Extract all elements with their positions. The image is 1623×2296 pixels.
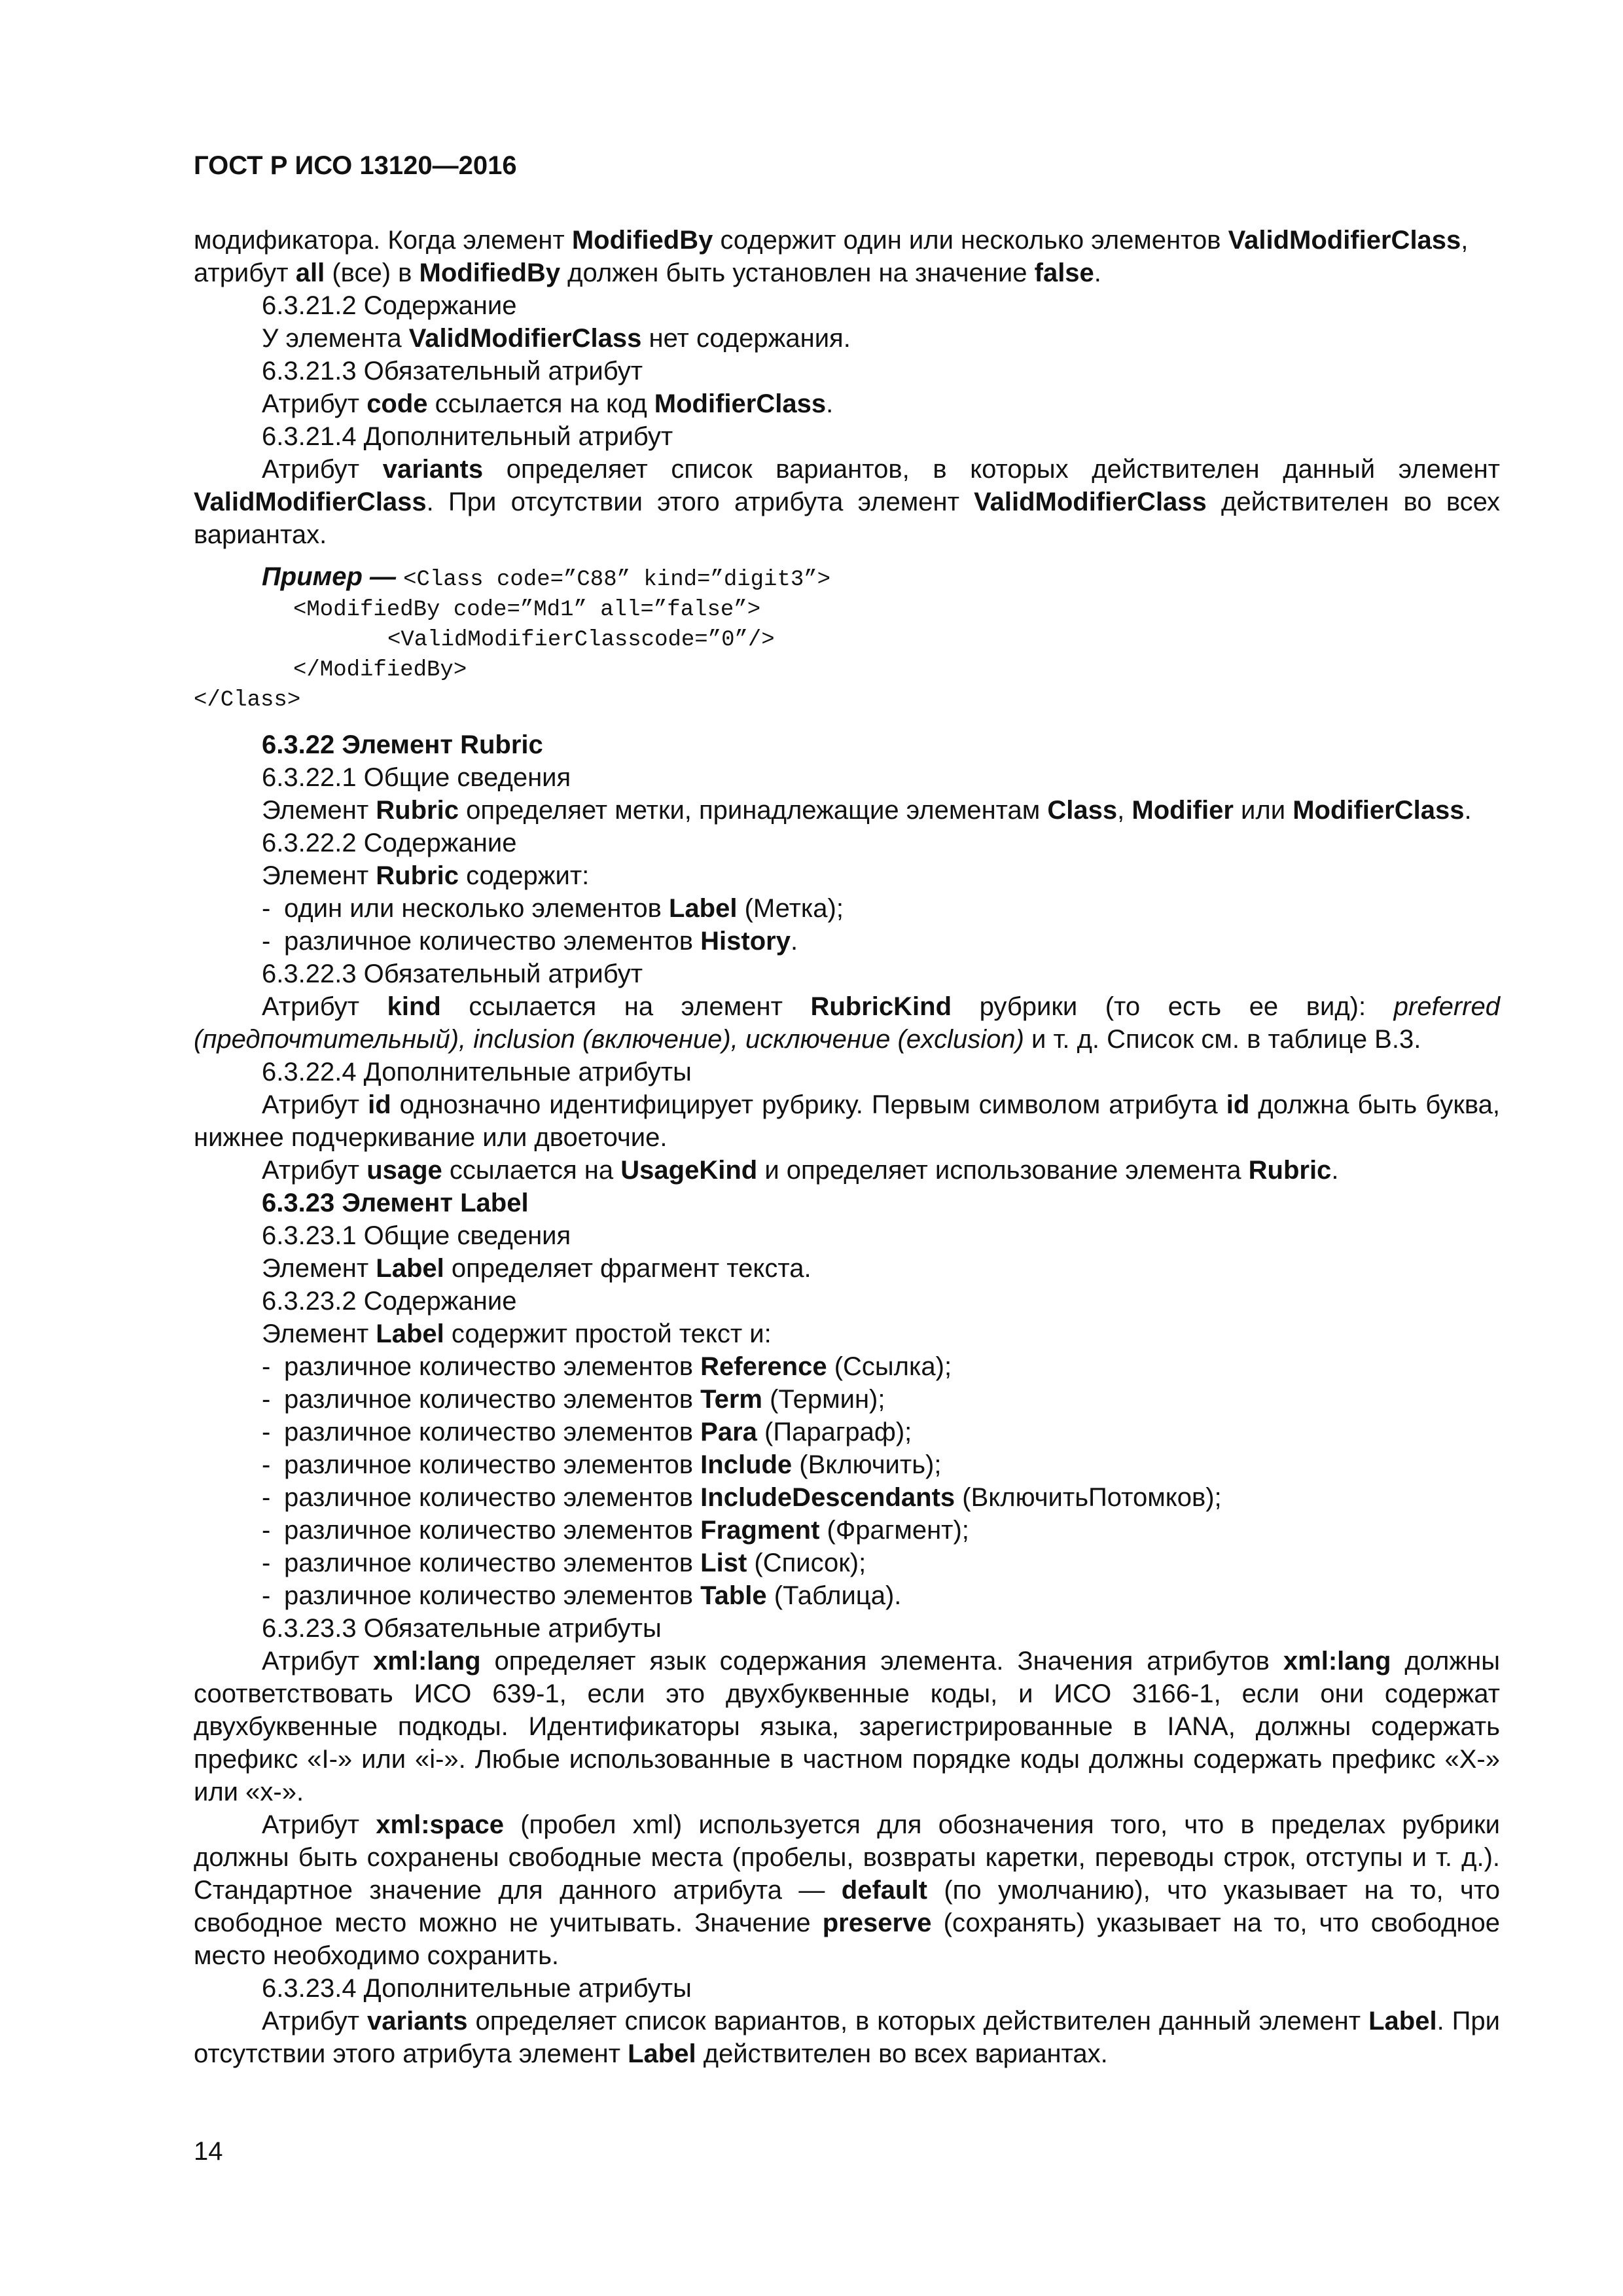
list-item: - различное количество элементов History. [262, 927, 798, 956]
list-item: - различное количество элементов Include (Включить); [262, 1450, 942, 1479]
list-item: - различное количество элементов Reference (Ссылка); [262, 1352, 952, 1381]
paragraph: Атрибут xml:space (пробел xml) используется для обозначения того, что в пределах рубрики должны быть сохранены свободные места (пробелы, возвраты каретки, переводы строк, отступы и т. д.). Стандартное значение для данного атрибута — default (по умолчанию), что указывает на то, что свободное место можно не учитывать. Значение preserve (сохранять) указывает на то, что свободное место необходимо сохранить. [194, 1810, 1500, 1970]
code-example [194, 560, 1500, 715]
list-item: - один или несколько элементов Label (Метка); [262, 894, 844, 923]
paragraph: Элемент Rubric определяет метки, принадлежащие элементам Class, Modifier или ModifierClass. [262, 796, 1472, 825]
subsection-title: 6.3.23.4 Дополнительные атрибуты [262, 1974, 692, 2003]
code-line: </ModifiedBy> [293, 658, 467, 683]
paragraph: Элемент Rubric содержит: [262, 861, 590, 890]
paragraph: модификатора. Когда элемент ModifiedBy содержит один или несколько элементов ValidModifierClass, [194, 226, 1469, 255]
paragraph: Атрибут usage ссылается на UsageKind и определяет использование элемента Rubric. [262, 1156, 1339, 1185]
page-number: 14 [194, 2137, 223, 2166]
subsection-title: 6.3.21.4 Дополнительный атрибут [262, 422, 673, 451]
subsection-title: 6.3.21.2 Содержание [262, 291, 517, 320]
subsection-title: 6.3.22.1 Общие сведения [262, 763, 571, 792]
subsection-title: 6.3.23.1 Общие сведения [262, 1221, 571, 1250]
document-header: ГОСТ Р ИСО 13120—2016 [194, 151, 517, 180]
code-line: <ModifiedBy code=”Md1” all=”false”> [293, 598, 761, 622]
paragraph: Атрибут variants определяет список вариантов, в которых действителен данный элемент ValidModifierClass. При отсутствии этого атрибута элемент ValidModifierClass действителен во всех вариантах. [194, 455, 1500, 549]
paragraph: атрибут all (все) в ModifiedBy должен быть установлен на значение false. [194, 259, 1101, 287]
list-item: - различное количество элементов IncludeDescendants (ВключитьПотомков); [262, 1483, 1222, 1512]
subsection-title: 6.3.22.4 Дополнительные атрибуты [262, 1058, 692, 1086]
list-item: - различное количество элементов Term (Термин); [262, 1385, 885, 1414]
code-line: </Class> [194, 688, 301, 713]
subsection-title: 6.3.23.3 Обязательные атрибуты [262, 1614, 662, 1643]
example-label: Пример — [262, 562, 397, 591]
subsection-title: 6.3.22.3 Обязательный атрибут [262, 960, 643, 988]
paragraph: Атрибут variants определяет список вариантов, в которых действителен данный элемент Label. При отсутствии этого атрибута элемент Label действителен во всех вариантах. [194, 2007, 1500, 2068]
list-item: - различное количество элементов List (Список); [262, 1549, 866, 1577]
paragraph: Атрибут id однозначно идентифицирует рубрику. Первым символом атрибута id должна быть буква, нижнее подчеркивание или двоеточие. [194, 1090, 1500, 1152]
section-heading-label: 6.3.23 Элемент Label [262, 1189, 529, 1217]
list-item: - различное количество элементов Fragment (Фрагмент); [262, 1516, 969, 1545]
subsection-title: 6.3.22.2 Содержание [262, 829, 517, 857]
section-heading-rubric: 6.3.22 Элемент Rubric [262, 730, 543, 759]
subsection-title: 6.3.21.3 Обязательный атрибут [262, 357, 643, 386]
paragraph: Элемент Label определяет фрагмент текста. [262, 1254, 812, 1283]
code-line: <ValidModifierClasscode=”0”/> [387, 628, 775, 653]
example-line: Пример — <Class code=”C88” kind=”digit3”> [262, 562, 831, 592]
paragraph: Атрибут kind ссылается на элемент RubricKind рубрики (то есть ее вид): preferred (предпочтительный), inclusion (включение), исключение (exclusion) и т. д. Список см. в таблице В.3. [194, 992, 1500, 1054]
paragraph: Атрибут code ссылается на код ModifierClass. [262, 389, 834, 418]
subsection-title: 6.3.23.2 Содержание [262, 1287, 517, 1316]
list-item: - различное количество элементов Table (Таблица). [262, 1581, 902, 1610]
list-item: - различное количество элементов Para (Параграф); [262, 1418, 912, 1446]
paragraph: Атрибут xml:lang определяет язык содержания элемента. Значения атрибутов xml:lang должны соответствовать ИСО 639-1, если это двухбуквенные коды, и ИСО 3166-1, если они содержат двухбуквенные подкоды. Идентификаторы языка, зарегистрированные в IANA, должны содержать префикс «I-» или «i-». Любые использованные в частном порядке коды должны содержать префикс «X-» или «x-». [194, 1647, 1500, 1806]
paragraph: У элемента ValidModifierClass нет содержания. [262, 324, 851, 353]
paragraph: Элемент Label содержит простой текст и: [262, 1319, 772, 1348]
document-body [194, 224, 1500, 2070]
